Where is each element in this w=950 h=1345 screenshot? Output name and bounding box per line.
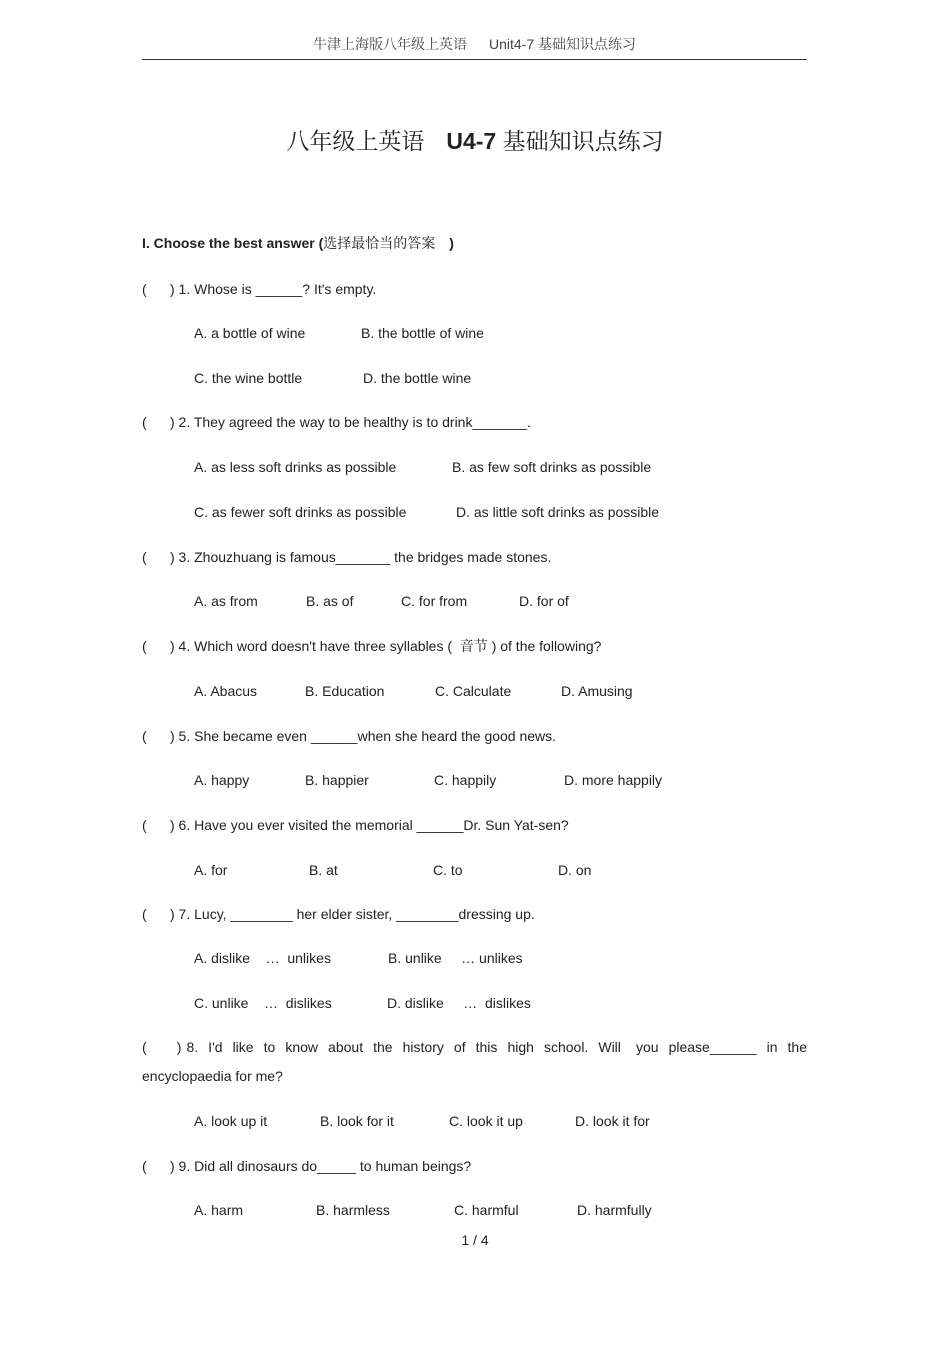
question-7: ( ) 7. Lucy, ________ her elder sister, ________dressing up. [142, 906, 535, 922]
question-2: ( ) 2. They agreed the way to be healthy is to drink_______. [142, 414, 531, 430]
q3-option-b: B. as of [306, 593, 354, 609]
q9-option-a: A. harm [194, 1202, 244, 1218]
title-part3: 基础知识点练习 [502, 128, 664, 154]
q2-option-a: A. as less soft drinks as possible [194, 459, 397, 475]
q7-option-c: C. unlike … dislikes [194, 995, 332, 1011]
q6-option-a: A. for [194, 862, 228, 878]
q3-option-c: C. for from [401, 593, 468, 609]
q8-option-b: B. look for it [320, 1113, 394, 1129]
q1-option-c: C. the wine bottle [194, 370, 303, 386]
q1-option-d: D. the bottle wine [363, 370, 472, 386]
title-part1: 八年级上英语 [286, 128, 425, 154]
q2-option-b: B. as few soft drinks as possible [452, 459, 652, 475]
title-part2: U4-7 [446, 128, 497, 154]
q3-option-d: D. for of [519, 593, 569, 609]
q8-option-a: A. look up it [194, 1113, 268, 1129]
header-left: 牛津上海版八年级上英语 [312, 36, 467, 52]
header-right: Unit4-7 基础知识点练习 [488, 36, 637, 52]
q5-option-a: A. happy [194, 772, 250, 788]
q7-option-d: D. dislike … dislikes [387, 995, 531, 1011]
question-9: ( ) 9. Did all dinosaurs do_____ to human beings? [142, 1158, 472, 1174]
q8-option-d: D. look it for [575, 1113, 650, 1129]
q7-option-b: B. unlike … unlikes [388, 950, 523, 966]
q9-option-b: B. harmless [316, 1202, 390, 1218]
section-label-close: ) [449, 235, 454, 251]
q1-option-b: B. the bottle of wine [361, 325, 484, 341]
question-5: ( ) 5. She became even ______when she heard the good news. [142, 728, 557, 744]
q2-option-d: D. as little soft drinks as possible [456, 504, 660, 520]
q5-option-d: D. more happily [564, 772, 663, 788]
q6-option-d: D. on [558, 862, 592, 878]
q6-option-c: C. to [433, 862, 463, 878]
q5-option-c: C. happily [434, 772, 497, 788]
q4-option-b: B. Education [305, 683, 385, 699]
q6-option-b: B. at [309, 862, 338, 878]
question-3: ( ) 3. Zhouzhuang is famous_______ the bridges made stones. [142, 549, 552, 565]
question-1: ( ) 1. Whose is ______? It's empty. [142, 281, 377, 297]
q7-option-a: A. dislike … unlikes [194, 950, 331, 966]
q1-option-a: A. a bottle of wine [194, 325, 306, 341]
q2-option-c: C. as fewer soft drinks as possible [194, 504, 407, 520]
q4-option-d: D. Amusing [561, 683, 633, 699]
q5-option-b: B. happier [305, 772, 369, 788]
q3-option-a: A. as from [194, 593, 258, 609]
q9-option-d: D. harmfully [577, 1202, 652, 1218]
q4-option-c: C. Calculate [435, 683, 512, 699]
q8-option-c: C. look it up [449, 1113, 523, 1129]
page-header [142, 35, 807, 60]
question-8: ( ) 8. I'd like to know about the history of this high school. Will you please______ in the encyclopaedia for me? [142, 1039, 811, 1084]
page-title [0, 124, 950, 158]
section-label-cn: 选择最恰当的答案 [323, 235, 436, 251]
section-heading [142, 233, 454, 253]
section-label: I. Choose the best answer ( [142, 235, 324, 251]
q9-option-c: C. harmful [454, 1202, 519, 1218]
question-4: ( ) 4. Which word doesn't have three syllables ( 音节 ) of the following? [142, 638, 602, 654]
page-number: 1 / 4 [461, 1232, 489, 1248]
q4-option-a: A. Abacus [194, 683, 258, 699]
question-6: ( ) 6. Have you ever visited the memorial ______Dr. Sun Yat-sen? [142, 817, 569, 833]
